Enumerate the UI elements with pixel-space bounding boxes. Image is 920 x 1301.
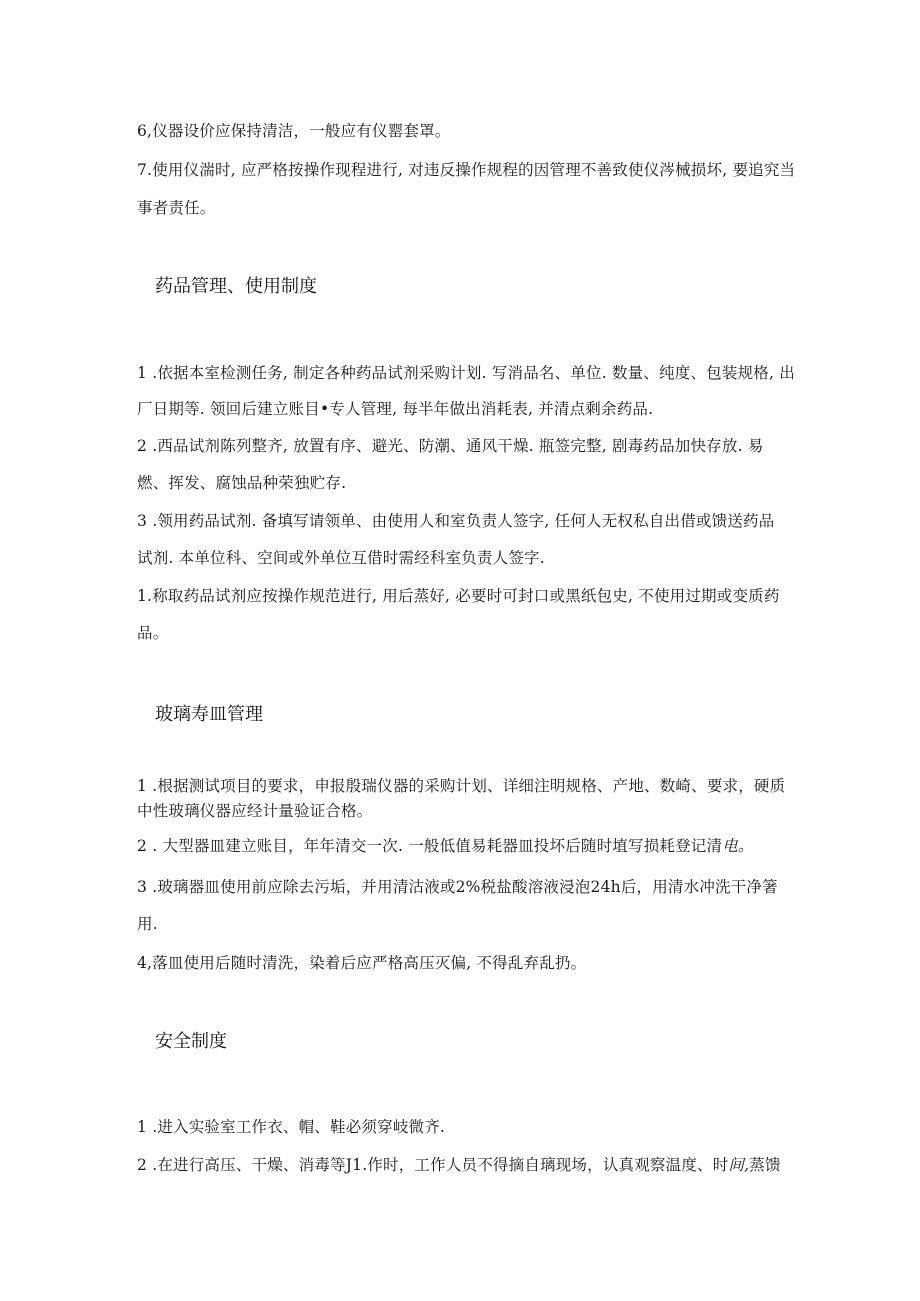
intro-item-7: 7.使用仪湍时, 应严格按操作现程进行, 对违反操作规程的因管理不善致使仪涔械损坏, 要追究当 — [137, 161, 796, 179]
intro-item-7-continued: 事者责任。 — [137, 199, 216, 217]
section-heading-drug-management: 药品管理、使用制度 — [155, 276, 317, 297]
safety-item-2-italic-mid: 间, — [728, 1156, 750, 1174]
glassware-item-3: 3 .玻璃器皿使用前应除去污垢，并用清沽液或2%税盐酸溶液浸泡24h后，用清水冲洗干净箸 — [137, 878, 778, 896]
safety-item-2-tail: 蒸馈 — [749, 1156, 781, 1174]
drug-item-4: 1.称取药品试剂应按操作规范进行, 用后蒸好, 必要时可封口或黑纸包史, 不使用过期或变质药 — [137, 587, 780, 605]
glassware-item-4: 4,落皿使用后随时清洗，染着后应严格高压灭偏, 不得乱弃乱扔。 — [137, 954, 587, 972]
glassware-item-1: 1 .根据测试项目的要求，申报殷瑞仪器的采购计划、详细注明规格、产地、数崎、要求，硬质 — [137, 777, 786, 795]
glassware-item-2-text: 2 . 大型器皿建立账目，年年清交一次. 一般低值易耗器皿投坏后随时埴写损耗登记清 — [137, 837, 723, 855]
glassware-item-3-continued: 用. — [137, 915, 158, 933]
glassware-item-1-continued: 中性玻璃仪器应经计量验证合格。 — [137, 802, 373, 820]
drug-item-1-continued: 厂日期等. 领回后建立账目•专人管理, 每半年做出消耗表, 并清点剩余药品. — [137, 400, 654, 418]
drug-item-2-continued: 燃、挥发、腐蚀品种荣独贮存. — [137, 474, 347, 492]
safety-item-2 — [137, 1155, 787, 1175]
safety-item-2-text: 2 .在进行高压、干燥、消毒等J1.作时，工作人员不得摘自璃现场，认真观察温度、时 — [137, 1156, 729, 1174]
glassware-item-2-italic-suffix: 电。 — [722, 837, 754, 855]
drug-item-1: 1 .依据本室检测任务, 制定各种药品试剂采购计划. 写消品名、单位. 数量、纯度、包装规格, 出 — [137, 364, 795, 382]
section-heading-safety: 安全制度 — [155, 1031, 227, 1052]
drug-item-4-continued: 品。 — [137, 624, 169, 642]
intro-item-6: 6,仪器设价应保持清洁，一般应有仪罂套罩。 — [137, 122, 451, 140]
drug-item-3-continued: 试剂. 本单位科、空间或外单位互借时需经科室负责人签字. — [137, 549, 545, 567]
drug-item-3: 3 .领用药品试剂. 备填写请领单、由使用人和室负责人签字, 任何人无权私自出借或馈送药品 — [137, 512, 775, 530]
drug-item-2: 2 .西品试剂陈列整齐, 放置有序、避光、防潮、通风干燥. 瓶签完整, 剧毒药品加快存放. 易 — [137, 437, 764, 455]
glassware-item-2 — [137, 836, 787, 856]
section-heading-glassware-management: 玻璃寿皿管理 — [155, 704, 263, 725]
safety-item-1: 1 .进入实验室工作衣、帽、鞋必须穿岐微齐. — [137, 1118, 446, 1136]
